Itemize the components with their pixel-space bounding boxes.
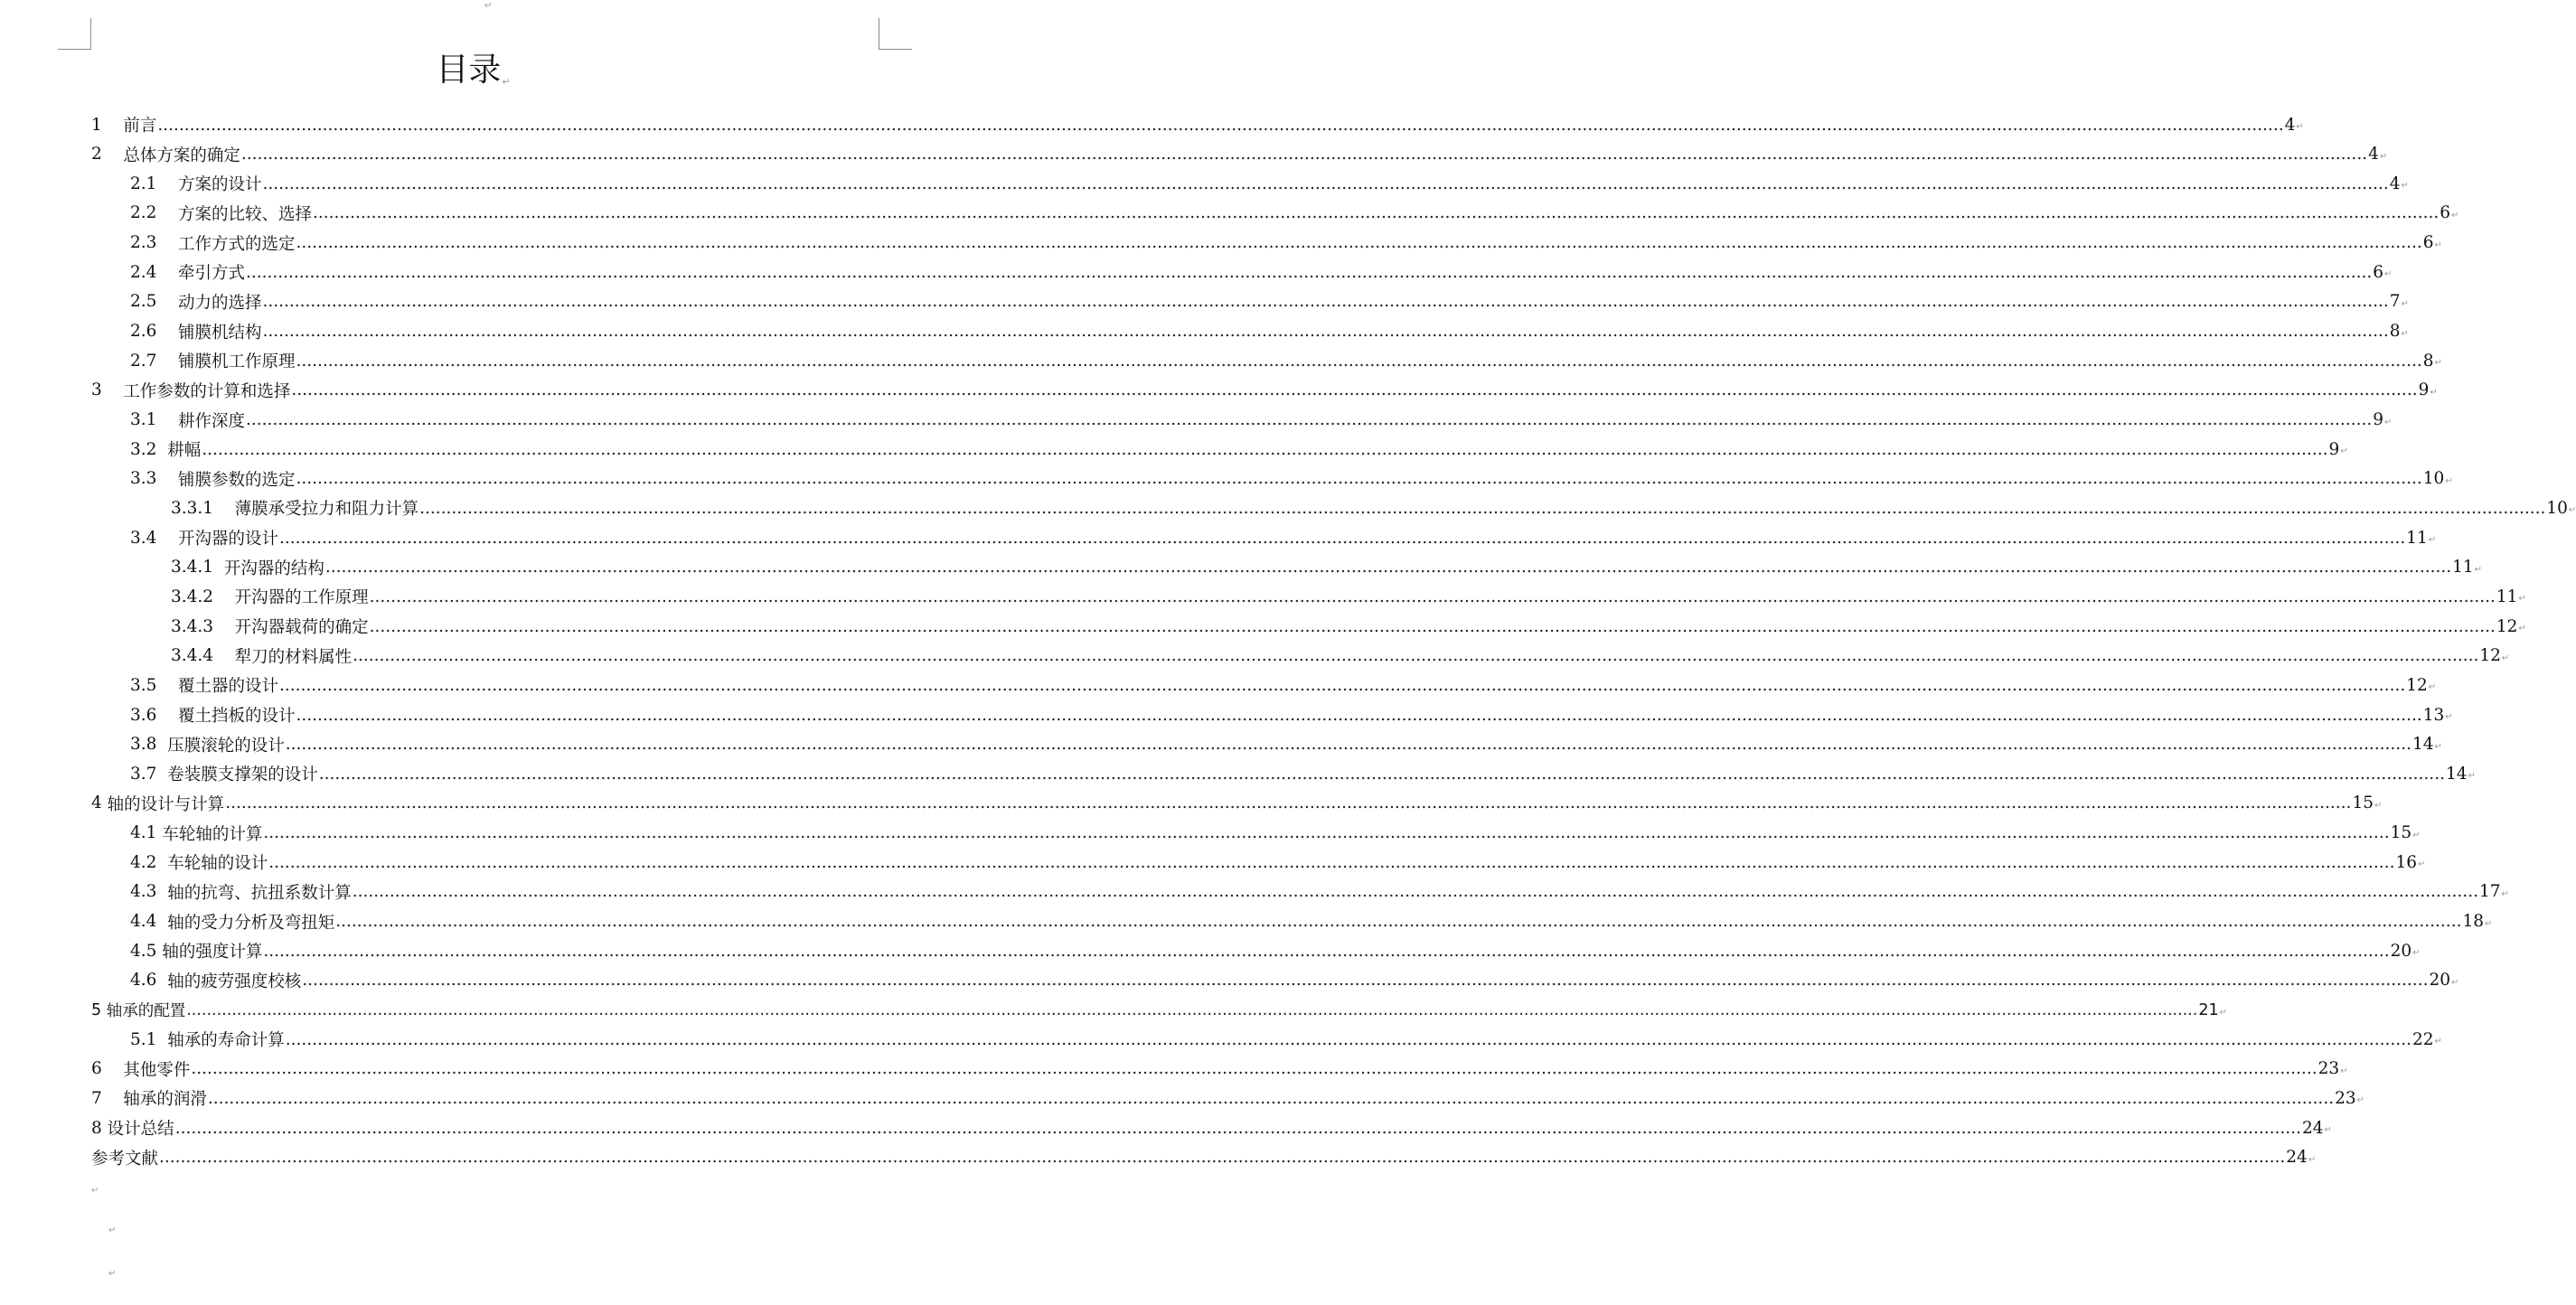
toc-entry-title: 参考文献 — [91, 1149, 159, 1169]
toc-entry-title: 压膜滚轮的设计 — [167, 736, 285, 756]
toc-entry-gap — [156, 292, 178, 311]
toc-entry-gap — [213, 646, 235, 665]
toc-entry-title: 轴的受力分析及弯扭矩 — [167, 913, 335, 933]
toc-leader-dots: ................................................................................................................................................................................................................................................................................................................................................................................................................ — [268, 852, 2395, 872]
toc-entry-gap — [213, 558, 224, 577]
toc-entry[interactable] — [0, 730, 2442, 759]
toc-entry-page-number: 20 — [2429, 971, 2450, 990]
toc-entry-number: 2.5 — [130, 292, 157, 312]
toc-entry-page-number: 13 — [2422, 705, 2445, 725]
paragraph-mark: ↵ — [2401, 181, 2409, 192]
toc-entry[interactable] — [0, 907, 2493, 936]
toc-entry-title: 工作方式的选定 — [177, 234, 296, 254]
paragraph-mark: ↵ — [2428, 682, 2437, 693]
toc-entry[interactable] — [0, 700, 2453, 729]
paragraph-mark: ↵ — [2384, 269, 2393, 280]
toc-entry-gap — [156, 469, 178, 488]
toc-entry[interactable] — [0, 582, 2526, 611]
toc-leader-dots: ................................................................................................................................................................................................................................................................................................................................................................................................................ — [324, 558, 2452, 577]
toc-leader-dots: ................................................................................................................................................................................................................................................................................................................................................................................................................ — [419, 498, 2546, 518]
toc-entry-gap — [156, 971, 167, 990]
toc-entry-number: 4 — [91, 793, 102, 813]
toc-entry-number: 3.8 — [130, 735, 157, 755]
toc-entry-page-number: 14 — [2445, 764, 2468, 784]
toc-entry-number: 2.7 — [130, 351, 157, 371]
toc-entry[interactable] — [0, 996, 2227, 1025]
toc-leader-dots: ................................................................................................................................................................................................................................................................................................................................................................................................................ — [225, 793, 2352, 813]
paragraph-mark: ↵ — [91, 1186, 99, 1196]
toc-entry[interactable] — [0, 169, 2409, 198]
toc-entry-title: 犁刀的材料属性 — [234, 647, 353, 667]
paragraph-mark: ↵ — [2445, 475, 2453, 486]
toc-entry-title: 开沟器载荷的确定 — [234, 618, 369, 638]
toc-entry-page-number: 18 — [2462, 912, 2484, 932]
toc-entry[interactable] — [0, 878, 2509, 906]
paragraph-mark: ↵ — [2384, 417, 2393, 427]
paragraph-mark: ↵ — [2401, 298, 2409, 309]
toc-leader-dots: ................................................................................................................................................................................................................................................................................................................................................................................................................ — [207, 1088, 2335, 1108]
toc-entry-page-number: 23 — [2317, 1059, 2340, 1079]
paragraph-mark: ↵ — [2518, 624, 2526, 634]
toc-entry-title: 方案的设计 — [177, 175, 262, 195]
toc-entry-number: 8 — [91, 1118, 102, 1138]
toc-entry-title: 轴的设计与计算 — [107, 794, 225, 814]
toc-entry-gap — [213, 587, 235, 606]
toc-entry-page-number: 22 — [2411, 1029, 2434, 1049]
toc-leader-dots: ................................................................................................................................................................................................................................................................................................................................................................................................................ — [262, 174, 2389, 193]
toc-entry-title: 薄膜承受拉力和阻力计算 — [234, 500, 419, 520]
toc-entry-number: 3.1 — [130, 410, 157, 429]
paragraph-mark: ↵ — [2374, 800, 2383, 811]
paragraph-mark: ↵ — [2568, 505, 2576, 516]
paragraph-mark: ↵ — [108, 1225, 117, 1235]
toc-leader-dots: ................................................................................................................................................................................................................................................................................................................................................................................................................ — [278, 528, 2406, 548]
toc-entry-number: 2.2 — [130, 203, 157, 223]
toc-entry-number: 2.3 — [130, 233, 157, 253]
toc-entry-page-number: 9 — [2418, 380, 2430, 400]
paragraph-mark: ↵ — [2485, 918, 2493, 929]
toc-entry[interactable] — [0, 523, 2437, 552]
paragraph-mark: ↵ — [2474, 564, 2483, 575]
toc-entry-number: 2.1 — [130, 174, 157, 193]
toc-leader-dots: ................................................................................................................................................................................................................................................................................................................................................................................................................ — [159, 1148, 2286, 1168]
toc-entry-page-number: 12 — [2406, 675, 2428, 695]
toc-entry-title: 方案的比较、选择 — [177, 204, 312, 224]
toc-entry-page-number: 9 — [2373, 410, 2383, 429]
toc-entry[interactable] — [0, 1084, 2365, 1113]
toc-entry-number: 2 — [91, 145, 102, 164]
toc-leader-dots: ................................................................................................................................................................................................................................................................................................................................................................................................................ — [202, 439, 2328, 459]
toc-entry-gap — [102, 380, 124, 399]
toc-entry-number: 3.4.3 — [171, 616, 214, 636]
toc-entry-number: 3.5 — [130, 675, 157, 695]
toc-entry-number: 4.6 — [130, 971, 157, 990]
toc-entry-title: 开沟器的工作原理 — [234, 588, 369, 608]
toc-entry-page-number: 4 — [2284, 115, 2296, 135]
paragraph-mark: ↵ — [2518, 594, 2526, 605]
toc-entry-title: 设计总结 — [107, 1120, 174, 1140]
toc-entry[interactable] — [0, 966, 2459, 995]
toc-entry-gap — [156, 676, 178, 695]
toc-leader-dots: ................................................................................................................................................................................................................................................................................................................................................................................................................ — [369, 616, 2496, 636]
title-text: 目录 — [436, 52, 502, 89]
toc-entry-title: 覆土挡板的设计 — [177, 707, 296, 726]
toc-entry[interactable] — [0, 789, 2383, 818]
toc-leader-dots: ................................................................................................................................................................................................................................................................................................................................................................................................................ — [296, 469, 2422, 489]
toc-entry-number: 3.4.1 — [171, 558, 214, 577]
toc-entry[interactable] — [0, 199, 2459, 228]
toc-entry-page-number: 8 — [2422, 351, 2434, 371]
toc-entry-number: 3.4.2 — [171, 587, 214, 606]
paragraph-mark: ↵ — [2412, 830, 2421, 840]
toc-entry-title: 铺膜机工作原理 — [177, 352, 296, 372]
toc-entry-title: 耕幅 — [167, 441, 202, 461]
toc-leader-dots: ................................................................................................................................................................................................................................................................................................................................................................................................................ — [240, 145, 2368, 164]
paragraph-mark: ↵ — [2356, 1095, 2365, 1106]
toc-leader-dots: ................................................................................................................................................................................................................................................................................................................................................................................................................ — [369, 587, 2496, 606]
toc-entry-page-number: 23 — [2335, 1088, 2356, 1108]
toc-entry-title: 开沟器的设计 — [177, 530, 278, 549]
paragraph-mark: ↵ — [502, 76, 511, 88]
toc-entry-page-number: 11 — [2452, 558, 2474, 577]
toc-leader-dots: ................................................................................................................................................................................................................................................................................................................................................................................................................ — [278, 675, 2406, 695]
toc-leader-dots: ................................................................................................................................................................................................................................................................................................................................................................................................................ — [296, 233, 2422, 253]
toc-entry-gap — [156, 322, 178, 341]
toc-entry-title: 牵引方式 — [177, 264, 245, 284]
toc-leader-dots: ................................................................................................................................................................................................................................................................................................................................................................................................................ — [296, 351, 2422, 371]
toc-entry-gap — [156, 263, 178, 282]
toc-entry-number: 5.1 — [130, 1029, 157, 1049]
toc-entry[interactable] — [0, 671, 2437, 699]
toc-entry[interactable] — [0, 1113, 2332, 1142]
toc-entry[interactable] — [0, 346, 2442, 375]
toc-entry-title: 车轮轴的计算 — [162, 824, 263, 844]
toc-entry-gap — [156, 352, 178, 371]
toc-entry-number: 3.6 — [130, 705, 157, 725]
toc-entry-page-number: 21 — [2198, 1000, 2219, 1019]
toc-entry-gap — [102, 116, 124, 135]
toc-entry[interactable] — [0, 848, 2426, 877]
toc-leader-dots: ................................................................................................................................................................................................................................................................................................................................................................................................................ — [191, 1059, 2317, 1079]
toc-entry-page-number: 17 — [2478, 882, 2501, 902]
toc-entry-page-number: 14 — [2411, 735, 2434, 755]
toc-entry-gap — [102, 1059, 124, 1078]
toc-entry-gap — [156, 174, 178, 193]
toc-entry[interactable] — [0, 1025, 2442, 1054]
toc-entry-page-number: 12 — [2479, 646, 2501, 666]
toc-entry[interactable] — [0, 317, 2409, 346]
toc-entry-number: 4.1 — [130, 823, 157, 843]
toc-entry-number: 3.4 — [130, 528, 157, 548]
toc-entry-page-number: 24 — [2301, 1118, 2324, 1138]
toc-entry-page-number: 15 — [2352, 793, 2374, 813]
toc-entry[interactable] — [0, 258, 2393, 286]
toc-entry-number: 1 — [91, 115, 102, 135]
toc-entry[interactable] — [0, 406, 2393, 435]
toc-entry-page-number: 16 — [2395, 852, 2417, 872]
toc-leader-dots: ................................................................................................................................................................................................................................................................................................................................................................................................................ — [263, 941, 2390, 961]
paragraph-mark: ↵ — [2401, 328, 2409, 339]
toc-entry-number: 4.5 — [130, 941, 157, 961]
toc-entry-number: 2.6 — [130, 322, 157, 342]
toc-entry-gap — [213, 617, 235, 636]
toc-entry-title: 轴承的寿命计算 — [167, 1031, 285, 1051]
toc-leader-dots: ................................................................................................................................................................................................................................................................................................................................................................................................................ — [245, 262, 2373, 282]
toc-entry-page-number: 12 — [2496, 616, 2518, 636]
toc-entry-title: 耕作深度 — [177, 411, 245, 431]
toc-entry[interactable] — [0, 140, 2388, 169]
toc-entry-page-number: 4 — [2368, 145, 2379, 164]
toc-leader-dots: ................................................................................................................................................................................................................................................................................................................................................................................................................ — [296, 705, 2422, 725]
paragraph-mark: ↵ — [2501, 652, 2510, 663]
toc-leader-dots: ................................................................................................................................................................................................................................................................................................................................................................................................................ — [157, 115, 2284, 135]
page-corner-top-left — [58, 18, 91, 50]
paragraph-mark: ↵ — [2324, 1125, 2332, 1136]
toc-entry-number: 4.2 — [130, 852, 157, 872]
toc-entry-title: 卷装膜支撑架的设计 — [167, 765, 318, 785]
paragraph-mark: ↵ — [2501, 888, 2509, 899]
toc-leader-dots: ................................................................................................................................................................................................................................................................................................................................................................................................................ — [174, 1118, 2301, 1138]
toc-entry-number: 7 — [91, 1088, 102, 1108]
toc-leader-dots: ................................................................................................................................................................................................................................................................................................................................................................................................................ — [312, 203, 2440, 223]
toc-entry[interactable] — [0, 759, 2476, 788]
toc-entry[interactable] — [0, 493, 2576, 522]
toc-entry-page-number: 11 — [2496, 587, 2518, 606]
paragraph-mark: ↵ — [2340, 446, 2348, 457]
paragraph-mark: ↵ — [2296, 122, 2304, 132]
toc-entry-page-number: 24 — [2286, 1148, 2308, 1168]
paragraph-mark: ↵ — [2430, 387, 2438, 398]
paragraph-mark: ↵ — [2451, 977, 2459, 988]
toc-entry-title: 轴的强度计算 — [162, 943, 263, 962]
toc-leader-dots: ................................................................................................................................................................................................................................................................................................................................................................................................................ — [245, 410, 2373, 429]
toc-entry-title: 轴的疲劳强度校核 — [167, 972, 302, 991]
toc-entry-gap — [156, 203, 178, 222]
paragraph-mark: ↵ — [2434, 239, 2442, 250]
toc-entry-gap — [102, 1089, 124, 1108]
toc-entry-number: 6 — [91, 1059, 102, 1079]
paragraph-mark: ↵ — [2445, 712, 2453, 722]
toc-entry-gap — [156, 912, 167, 931]
toc-entry[interactable] — [0, 465, 2453, 493]
toc-entry-page-number: 9 — [2328, 439, 2340, 459]
paragraph-mark: ↵ — [2219, 1007, 2227, 1018]
toc-entry-number: 3.4.4 — [171, 646, 214, 666]
paragraph-mark: ↵ — [2412, 948, 2421, 959]
toc-leader-dots: ................................................................................................................................................................................................................................................................................................................................................................................................................ — [285, 735, 2411, 755]
toc-entry-gap — [156, 529, 178, 548]
toc-leader-dots: ................................................................................................................................................................................................................................................................................................................................................................................................................ — [353, 646, 2479, 666]
paragraph-mark: ↵ — [2451, 210, 2459, 221]
toc-entry[interactable] — [0, 819, 2421, 848]
toc-entry-gap — [156, 882, 167, 901]
toc-entry-title: 轴承的润滑 — [123, 1090, 207, 1110]
toc-entry-title: 覆土器的设计 — [177, 677, 278, 697]
toc-entry-gap — [156, 410, 178, 429]
toc-entry-number: 2.4 — [130, 262, 157, 282]
toc-entry[interactable] — [0, 642, 2510, 671]
toc-entry-gap — [102, 145, 124, 164]
paragraph-mark: ↵ — [484, 1, 493, 11]
paragraph-mark: ↵ — [2418, 859, 2426, 870]
toc-entry-number: 4.4 — [130, 912, 157, 932]
paragraph-mark: ↵ — [2340, 1066, 2348, 1076]
toc-entry-page-number: 7 — [2389, 292, 2401, 312]
toc-entry-title: 轴承的配置 — [106, 1002, 186, 1020]
paragraph-mark: ↵ — [108, 1269, 117, 1279]
toc-entry[interactable] — [0, 376, 2438, 405]
paragraph-mark: ↵ — [2379, 151, 2388, 162]
toc-entry[interactable] — [0, 435, 2348, 464]
toc-entry-page-number: 4 — [2389, 174, 2401, 193]
toc-leader-dots: ................................................................................................................................................................................................................................................................................................................................................................................................................ — [318, 764, 2445, 784]
toc-entry-page-number: 6 — [2373, 262, 2383, 282]
toc-entry-gap — [156, 233, 178, 252]
toc-entry-title: 其他零件 — [123, 1060, 191, 1080]
toc-entry-title: 总体方案的确定 — [123, 146, 240, 165]
toc-entry-gap — [156, 706, 178, 725]
toc-entry-page-number: 10 — [2546, 498, 2568, 518]
toc-entry-page-number: 11 — [2406, 528, 2428, 548]
toc-entry-number: 3.3.1 — [171, 498, 214, 518]
paragraph-mark: ↵ — [2434, 1037, 2442, 1047]
toc-entry-number: 5 — [91, 1000, 102, 1019]
toc-entry-gap — [156, 735, 167, 754]
toc-leader-dots: ................................................................................................................................................................................................................................................................................................................................................................................................................ — [285, 1029, 2411, 1049]
toc-entry-title: 铺膜参数的选定 — [177, 470, 296, 490]
toc-entry-page-number: 20 — [2390, 941, 2412, 961]
toc-entry-number: 3.3 — [130, 469, 157, 489]
toc-leader-dots: ................................................................................................................................................................................................................................................................................................................................................................................................................ — [186, 1000, 2198, 1019]
toc-entry-title: 动力的选择 — [177, 293, 262, 313]
toc-entry-number: 3.7 — [130, 764, 157, 784]
paragraph-mark: ↵ — [2434, 741, 2442, 752]
toc-entry-page-number: 15 — [2390, 823, 2412, 843]
toc-entry-page-number: 8 — [2389, 322, 2401, 342]
toc-entry-number: 4.3 — [130, 882, 157, 902]
toc-entry-number: 3.2 — [130, 439, 157, 459]
toc-entry-page-number: 6 — [2422, 233, 2434, 253]
toc-entry-title: 车轮轴的设计 — [167, 854, 268, 874]
toc-entry-title: 铺膜机结构 — [177, 323, 262, 343]
toc-entry-gap — [156, 853, 167, 872]
toc-leader-dots: ................................................................................................................................................................................................................................................................................................................................................................................................................ — [262, 292, 2389, 312]
toc-entry-title: 前言 — [123, 117, 157, 136]
toc-entry-gap — [156, 765, 167, 784]
toc-entry[interactable] — [0, 936, 2421, 965]
toc-entry-page-number: 10 — [2422, 469, 2445, 489]
toc-entry-title: 工作参数的计算和选择 — [123, 381, 291, 401]
page-corner-top-right — [879, 18, 912, 50]
toc-entry-gap — [213, 499, 235, 518]
toc-entry-title: 开沟器的结构 — [223, 559, 324, 578]
page-title — [0, 54, 946, 87]
toc-leader-dots: ................................................................................................................................................................................................................................................................................................................................................................................................................ — [352, 882, 2478, 902]
toc-entry-gap — [156, 1030, 167, 1049]
toc-leader-dots: ................................................................................................................................................................................................................................................................................................................................................................................................................ — [291, 380, 2418, 400]
toc-entry-gap — [156, 440, 167, 459]
toc-entry[interactable] — [0, 1055, 2348, 1084]
toc-leader-dots: ................................................................................................................................................................................................................................................................................................................................................................................................................ — [335, 912, 2462, 932]
toc-entry[interactable] — [0, 229, 2442, 258]
toc-entry[interactable] — [0, 110, 2304, 139]
toc-leader-dots: ................................................................................................................................................................................................................................................................................................................................................................................................................ — [263, 823, 2390, 843]
paragraph-mark: ↵ — [2428, 535, 2437, 546]
paragraph-mark: ↵ — [2468, 771, 2476, 782]
toc-leader-dots: ................................................................................................................................................................................................................................................................................................................................................................................................................ — [302, 971, 2429, 990]
toc-entry[interactable] — [0, 1143, 2317, 1172]
toc-entry-title: 轴的抗弯、抗扭系数计算 — [167, 883, 352, 903]
toc-entry-page-number: 6 — [2440, 203, 2450, 223]
toc-entry[interactable] — [0, 612, 2526, 641]
toc-entry-number: 3 — [91, 380, 102, 400]
toc-entry[interactable] — [0, 287, 2409, 316]
paragraph-mark: ↵ — [2434, 358, 2442, 369]
toc-entry[interactable] — [0, 553, 2483, 582]
paragraph-mark: ↵ — [2308, 1154, 2317, 1165]
toc-leader-dots: ................................................................................................................................................................................................................................................................................................................................................................................................................ — [262, 322, 2389, 342]
